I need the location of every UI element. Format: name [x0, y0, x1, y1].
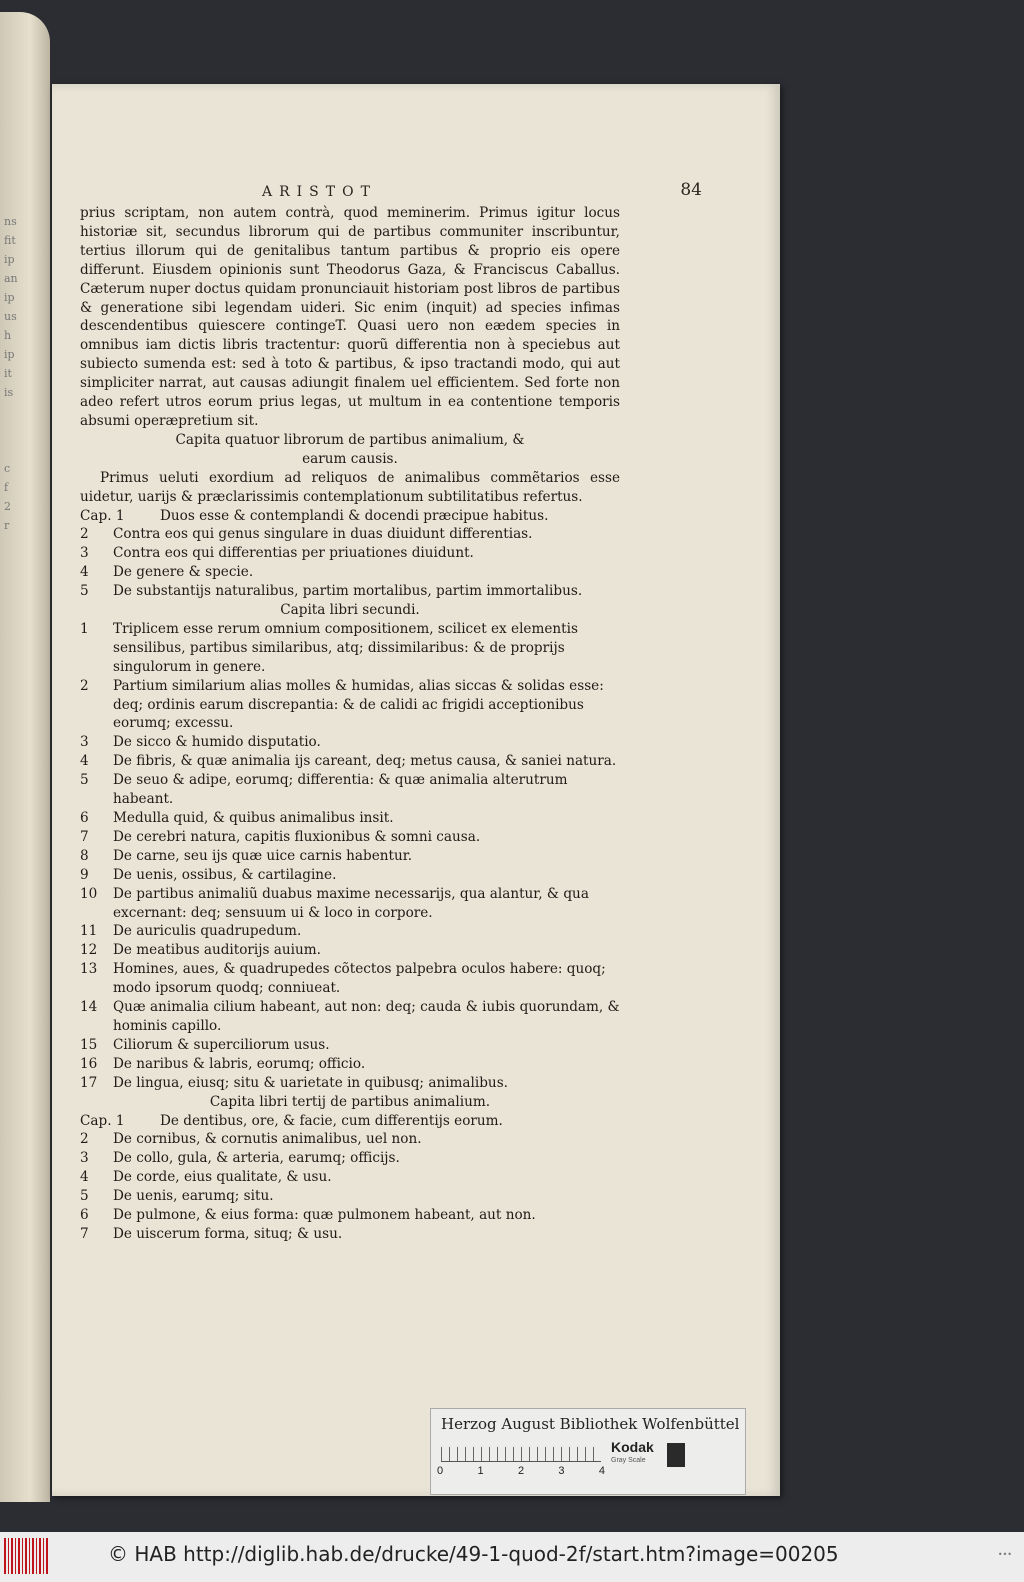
toc-text: Quæ animalia cilium habeant, aut non: deq; cauda & iubis quorundam, & hominis capillo. [113, 999, 620, 1034]
toc-row [80, 620, 620, 677]
ruler-ticks [441, 1447, 601, 1462]
toc-text: De cerebri natura, capitis fluxionibus & somni causa. [113, 828, 481, 845]
toc-number: 4 [80, 564, 89, 581]
toc-number: Cap. 1 [80, 1112, 125, 1129]
toc-row [80, 733, 620, 752]
toc-text: De corde, eius qualitate, & usu. [113, 1169, 332, 1186]
toc-row [80, 885, 620, 923]
section3-heading: Capita libri tertij de partibus animalium. [209, 1093, 491, 1110]
toc-number: Cap. 1 [80, 507, 125, 524]
toc-number: 5 [80, 772, 89, 789]
previous-page-edge [0, 12, 50, 1502]
section1-heading [80, 431, 620, 469]
toc-number: 3 [80, 734, 89, 751]
toc-text: Medulla quid, & quibus animalibus insit. [113, 810, 394, 826]
toc-row [80, 582, 620, 601]
toc-text: Triplicem esse rerum omnium compositionem, scilicet ex elementis sensilibus, partibus similaribus, atq; dissimilaribus: & de proprijs singulorum in genere. [113, 620, 578, 675]
toc-number: 15 [80, 1036, 98, 1053]
toc-number: 3 [80, 545, 89, 562]
toc-row [80, 1168, 620, 1187]
toc-number: 2 [80, 1131, 89, 1148]
toc-text: Contra eos qui differentias per priuationes diuidunt. [113, 545, 474, 562]
ruler-number: 0 [437, 1465, 444, 1477]
section2-list [80, 620, 620, 1093]
section2-heading: Capita libri secundi. [280, 602, 420, 619]
toc-number: 6 [80, 1207, 89, 1224]
ruler-number: 1 [477, 1465, 484, 1477]
toc-number: 2 [80, 677, 89, 694]
library-name: Herzog August Bibliothek Wolfenbüttel [441, 1415, 740, 1433]
toc-text: De fibris, & quæ animalia ijs careant, deq; metus causa, & saniei natura. [113, 753, 617, 770]
toc-row [80, 847, 620, 866]
toc-row [80, 1130, 620, 1149]
toc-number: 2 [80, 526, 89, 543]
toc-text: De partibus animaliũ duabus maxime necessarijs, qua alantur, & qua excernant: deq; sensuum ui & loco in corpore. [113, 885, 589, 921]
toc-number: 8 [80, 847, 89, 864]
intro-block [80, 204, 620, 431]
toc-row [80, 1149, 620, 1168]
toc-row [80, 941, 620, 960]
toc-number: 5 [80, 1188, 89, 1205]
footer-dots: ••• [997, 1550, 1012, 1559]
gray-scale-label: Gray Scale [611, 1457, 646, 1464]
toc-number: 13 [80, 961, 98, 978]
toc-number: 12 [80, 942, 98, 959]
toc-number: 10 [80, 885, 98, 902]
toc-number: 5 [80, 583, 89, 600]
toc-number: 4 [80, 1169, 89, 1186]
toc-number: 11 [80, 923, 98, 940]
toc-number: 6 [80, 810, 89, 826]
toc-text: Contra eos qui genus singulare in duas diuidunt differentias. [113, 526, 533, 543]
section1-heading-line2: earum causis. [302, 450, 398, 467]
toc-row [80, 1206, 620, 1225]
running-head [262, 180, 702, 200]
ruler-numbers [437, 1465, 605, 1477]
toc-text: De dentibus, ore, & facie, cum differentijs eorum. [160, 1112, 503, 1129]
toc-text: De carne, seu ijs quæ uice carnis habentur. [113, 847, 413, 864]
toc-number: 7 [80, 1225, 89, 1242]
toc-number: 1 [80, 620, 89, 637]
toc-row [80, 563, 620, 582]
section1-list [80, 507, 620, 602]
gray-patch [667, 1443, 685, 1467]
toc-text: De genere & specie. [113, 564, 254, 581]
toc-text: Partium similarium alias molles & humidas, alias siccas & solidas esse: deq; ordinis earum discrepantia: & de calidi ac frigidi acceptionibus eorumq; excessu. [113, 677, 604, 732]
toc-text: De lingua, eiusq; situ & uarietate in quibusq; animalibus. [113, 1074, 508, 1091]
section1-intro: Primus ueluti exordium ad reliquos de animalibus commẽtarios esse uidetur, uarijs & præclarissimis contemplationum subtilitatibus refertus. [80, 469, 620, 505]
toc-text: De sicco & humido disputatio. [113, 734, 321, 751]
toc-number: 9 [80, 866, 89, 883]
toc-text: De substantijs naturalibus, partim mortalibus, partim immortalibus. [113, 583, 583, 600]
toc-text: De uenis, earumq; situ. [113, 1188, 274, 1205]
toc-row [80, 525, 620, 544]
book-page [52, 84, 780, 1496]
toc-number: 4 [80, 753, 89, 770]
toc-text: De seuo & adipe, eorumq; differentia: & quæ animalia alterutrum habeant. [113, 772, 568, 808]
folio-number: 84 [680, 180, 702, 200]
toc-row [80, 544, 620, 563]
section1-heading-line1: Capita quatuor librorum de partibus animalium, & [175, 431, 525, 448]
toc-row [80, 866, 620, 885]
toc-text: Ciliorum & superciliorum usus. [113, 1036, 330, 1053]
section3-list [80, 1112, 620, 1244]
toc-row [80, 677, 620, 734]
toc-row [80, 998, 620, 1036]
toc-number: 3 [80, 1150, 89, 1167]
ruler-number: 4 [598, 1465, 605, 1477]
toc-row [80, 771, 620, 809]
toc-number: 17 [80, 1074, 98, 1091]
toc-row [80, 809, 620, 828]
toc-row [80, 1225, 620, 1244]
previous-page-text: ns fit ip an ip us h ip it is c f 2 r [4, 215, 18, 532]
toc-text: De pulmone, & eius forma: quæ pulmonem habeant, aut non. [113, 1207, 536, 1224]
ruler-number: 3 [558, 1465, 565, 1477]
toc-text: De collo, gula, & arteria, earumq; officijs. [113, 1150, 400, 1167]
toc-row [80, 922, 620, 941]
page-text [80, 204, 620, 1244]
toc-text: De uiscerum forma, situq; & usu. [113, 1225, 343, 1242]
toc-row [80, 1055, 620, 1074]
toc-row [80, 1074, 620, 1093]
toc-text: De uenis, ossibus, & cartilagine. [113, 866, 337, 883]
toc-text: De meatibus auditorijs auium. [113, 942, 321, 959]
toc-row [80, 1187, 620, 1206]
intro-paragraph: prius scriptam, non autem contrà, quod meminerim. Primus igitur locus historiæ sit, secundus librorum qui de partibus communiter inscribuntur, tertius illorum qui de genitalibus tantum partibus & proprio eis opere differunt. Eiusdem opinionis sunt Theodorus Gaza, & Franciscus Caballus. Cæterum nuper doctus quidam pronunciauit historiam post libros de partibus & generatione sibi legendam uideri. Sic enim (inquit) ad species infimas descendentibus quiescere contingeT. Quasi uero non eædem species in omnibus iam dictis libris tractentur: quorũ differentia non à speciebus aut subiecto sumenda est: sed à toto & partibus, & ipso tractandi modo, qui aut simpliciter narrat, aut causas adiungit finalem uel efficientem. Sed forte non adeo refert utros eorum prius legas, ut multum in ea contentione temporis absumi operæpretium sit. [80, 205, 620, 429]
toc-text: De cornibus, & cornutis animalibus, uel non. [113, 1131, 422, 1148]
toc-text: De naribus & labris, eorumq; officio. [113, 1055, 366, 1072]
toc-text: Duos esse & contemplandi & docendi præcipue habitus. [160, 507, 549, 524]
toc-row [80, 1112, 620, 1131]
running-title: ARISTOT [262, 184, 377, 200]
footer-url[interactable]: © HAB http://diglib.hab.de/drucke/49-1-quod-2f/start.htm?image=00205 [108, 1542, 839, 1566]
toc-row [80, 752, 620, 771]
toc-text: Homines, aues, & quadrupedes cõtectos palpebra oculos habere: quoq; modo ipsorum quodq; conniueat. [113, 961, 606, 997]
hab-logo-icon [4, 1538, 48, 1574]
toc-number: 14 [80, 999, 98, 1016]
toc-row [80, 507, 620, 526]
toc-number: 7 [80, 828, 89, 845]
footer-bar [0, 1532, 1024, 1582]
toc-row [80, 960, 620, 998]
color-calibration-card [430, 1408, 746, 1495]
toc-row [80, 828, 620, 847]
toc-text: De auriculis quadrupedum. [113, 923, 302, 940]
toc-number: 16 [80, 1055, 98, 1072]
ruler-number: 2 [517, 1465, 525, 1477]
kodak-logo: Kodak [611, 1439, 654, 1455]
toc-row [80, 1036, 620, 1055]
